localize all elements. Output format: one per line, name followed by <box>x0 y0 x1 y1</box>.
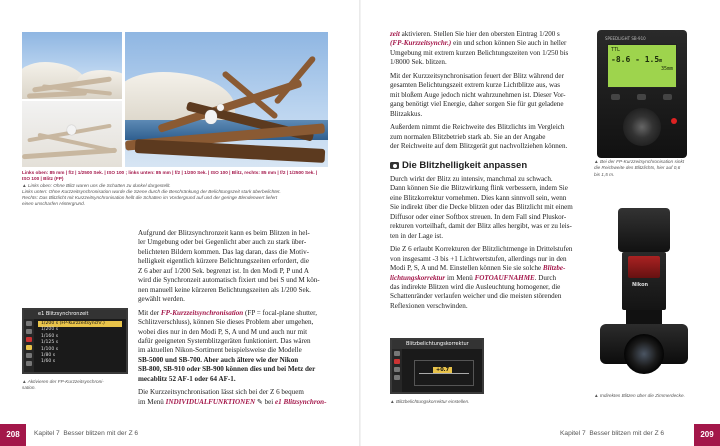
photo-beach-bottom-left <box>22 101 122 167</box>
right-paragraph-2: Mit der Kurzzeitsynchronisation feuert der Blitz während der gesamten Belichtungszeit extrem kurze Lichtblitze aus, was mit bloßem Auge jedoch nicht wahrzunehmen ist. Dieser Vor- gang benötigt viel Energie, daher sorgen Sie für gut geladene Blitzakkus. <box>390 71 566 118</box>
photo-caption-text-4: einen unscharfen Hintergrund. <box>22 201 86 207</box>
photo-beach-main <box>125 32 328 167</box>
menu-item-e1: e1 Blitzsynchron- <box>275 397 327 406</box>
flash-control-dial <box>623 108 661 146</box>
flash-compensation-screen <box>390 338 484 394</box>
flash-brand-label: Nikon <box>632 282 649 288</box>
camera-menu-option[interactable]: 1/125 s <box>41 340 59 346</box>
camera-menu-option[interactable]: 1/100 s <box>41 346 59 352</box>
photo-caption-text-2: Links unten: Ohne Kurzzeitsynchronisation wurde die Szene durch die Beschränkung der Belichtungszeit stark überbelichtet. <box>22 188 281 194</box>
page-number-left: 208 <box>0 424 26 446</box>
left-paragraph-3: Die Kurzzeitsynchronisation lässt sich bei der Z 6 bequem im Menü INDIVIDUALFUNKTIONEN ✎ bei e1 Blitzsynchron- <box>138 388 327 406</box>
menu-fotoaufnahme: FOTOAUFNAHME <box>474 273 535 282</box>
camera-menu-option[interactable]: 1/200 s <box>41 327 59 333</box>
camera-icon <box>390 162 399 169</box>
page-gutter <box>359 0 361 446</box>
photo-caption-exif-1: Links oben: 85 mm | f/2 | 1/2500 Sek. | ISO 100 ; links unten: 85 mm | f/2 | 1/200 Sek. | ISO 100 | Blitz, rechts: 85 mm | f/2 | 1/2500 Sek. | <box>22 170 318 175</box>
camera-menu-option[interactable]: 1/160 s <box>41 333 59 339</box>
photo-caption-text-3: Rechts: Das Blitzlicht mit Kurzzeitsynchronisation hellt die Schatten im Vordergrund auf und der geringe Blendenwert liefert <box>22 195 278 201</box>
flash-photo-bounce <box>596 206 692 386</box>
flash-compensation-title: Blitzbelichtungskorrektur <box>392 340 482 349</box>
camera-menu-list <box>38 321 122 366</box>
camera-menu-option[interactable]: 1/80 s <box>41 352 56 358</box>
flash-model-label: SPEEDLIGHT SB-910 <box>605 36 646 41</box>
camera-menu-sidebar <box>24 319 34 372</box>
footer-right: Kapitel 7 Besser blitzen mit der Z 6 <box>560 430 665 437</box>
flash-caption: ▲ Bei der FP-Kurzzeitsynchronisation sinkt die Reichweite des Blitzlichts, hier auf 0,6 bis 1,5 m. <box>594 159 685 177</box>
camera-menu-title: e1 Blitzsynchronzeit <box>24 310 126 319</box>
right-body-text <box>390 30 584 155</box>
left-paragraph-2: Mit der FP-Kurzzeitsynchronisation (FP = focal-plane shutter, Schlitzverschluss), können Sie dieses Problem aber umgehen, wobei dies nur in den Modi P, S, A und M und auch nur mit dafür geeigneten Systemblitzgeräten funktioniert. Das wären im aktuellen Nikon-Sortiment beispielsweise die Modelle SB-5000 und SB-700. Aber auch ältere wie der Nikon SB-800, SB-910 oder SB-900 können dies und bei Metz der mecablitz 52 AF-1 oder 64 AF-1. <box>138 308 318 383</box>
camera-menu-option[interactable]: 1/200 s (FP-Kurzzeitsynchr.) <box>38 321 122 327</box>
right-body-text-2 <box>390 175 584 315</box>
screen2-caption: ▲ Blitzbelichtungskorrektur einstellen. <box>390 399 470 404</box>
ready-light-icon <box>671 118 677 124</box>
right-paragraph-4: Durch wirkt der Blitz zu intensiv, manchmal zu schwach. Dann können Sie die Blitzwirkung flink verbessern, indem Sie eine Blitzkorrektur vornehmen. Dies kann sinnvoll sein, wenn Sie indirekt über die Decke blitzen oder das Blitzlicht mit einem Diffusor oder einer Softbox streuen. In dem Fall sind Pluskor- rekturen vorteilhaft, damit der Blitz alles hergibt, was er zu leis- ten in der Lage ist. <box>390 175 573 240</box>
menu-caption: ▲ Aktivieren der FP-Kurzzeitsynchroni- sation. <box>22 379 104 391</box>
flash-photo-lcd <box>597 30 687 158</box>
flash-lcd: TTL -8.6 - 1.5m 35mm <box>607 44 677 88</box>
photo-caption-exif-2: ISO 100 | Blitz (FP) <box>22 176 64 182</box>
photo-caption-text-1: ▲ Links oben: Ohne Blitz waren uns die Schatten zu dunkel dargestellt. <box>22 182 171 188</box>
camera-menu-option[interactable]: 1/60 s <box>41 359 56 365</box>
left-body-text <box>138 229 334 411</box>
af-assist-window <box>628 256 660 278</box>
section-heading: Die Blitzhelligkeit anpassen <box>390 160 527 171</box>
term-fp-sync: FP-Kurzzeitsynchronisation <box>160 308 244 317</box>
right-paragraph-5: Die Z 6 erlaubt Korrekturen der Blitzlichtmenge in Drittelstufen von insgesamt -3 bis +1 Lichtwertstufen, allerdings nur in den Modi P, S, A und M. Einstellen können Sie sie solche Blitzbe- lichtungskorrektur im Menü FOTOAUFNAHME. Durch das indirekte Blitzen wird die Ausleuchtung homogener, die Schattenränder verlaufen weicher und die meisten störenden Reflexionen verschwinden. <box>390 245 573 310</box>
menu-individualfunktionen: INDIVIDUALFUNKTIONEN <box>165 397 256 406</box>
right-paragraph-3: Außerdem nimmt die Reichweite des Blitzlichts im Vergleich zum normalen Blitzbetrieb stark ab. Sie an der Angabe der Reichweite auf dem Blitzgerät gut nachvollziehen können. <box>390 123 568 150</box>
compensation-scale[interactable] <box>414 360 474 386</box>
camera-menu-screen <box>22 308 128 374</box>
flash2-caption: ▲ Indirektes Blitzen über die Zimmerdecke. <box>594 393 685 398</box>
page-number-right: 209 <box>694 424 720 446</box>
footer-left: Kapitel 7 Besser blitzen mit der Z 6 <box>34 430 139 437</box>
photo-caption <box>22 170 332 208</box>
camera-lens <box>624 334 664 374</box>
right-paragraph-1: zeit aktivieren. Stellen Sie hier den obersten Eintrag 1/200 s (FP-Kurzzeitsynchr.) ein und schon können Sie auch in heller Umgebung mit extrem kurzen Belichtungszeiten von 1/250 bis 1/8000 Sek. blitzen. <box>390 30 569 67</box>
compensation-value: +0.7 <box>433 367 452 373</box>
left-paragraph-1: Aufgrund der Blitzsynchronzeit kann es beim Blitzen in hel- ler Umgebung oder bei Gegenlicht aber auch zu stark über- belichteten Bildern kommen. Das lag daran, dass die Motiv- helligkeit eigentlich kürzere Belichtungszeiten erfordert, die Z 6 aber auf 1/200 Sek. begrenzt ist. In den Modi P, P und A wird die Synchronzeit automatisch fixiert und bei S und M kön- nen manuell keine kürzeren Belichtungszeiten als 1/200 Sek. gewählt werden. <box>138 229 320 304</box>
photo-beach-top-left <box>22 32 122 99</box>
